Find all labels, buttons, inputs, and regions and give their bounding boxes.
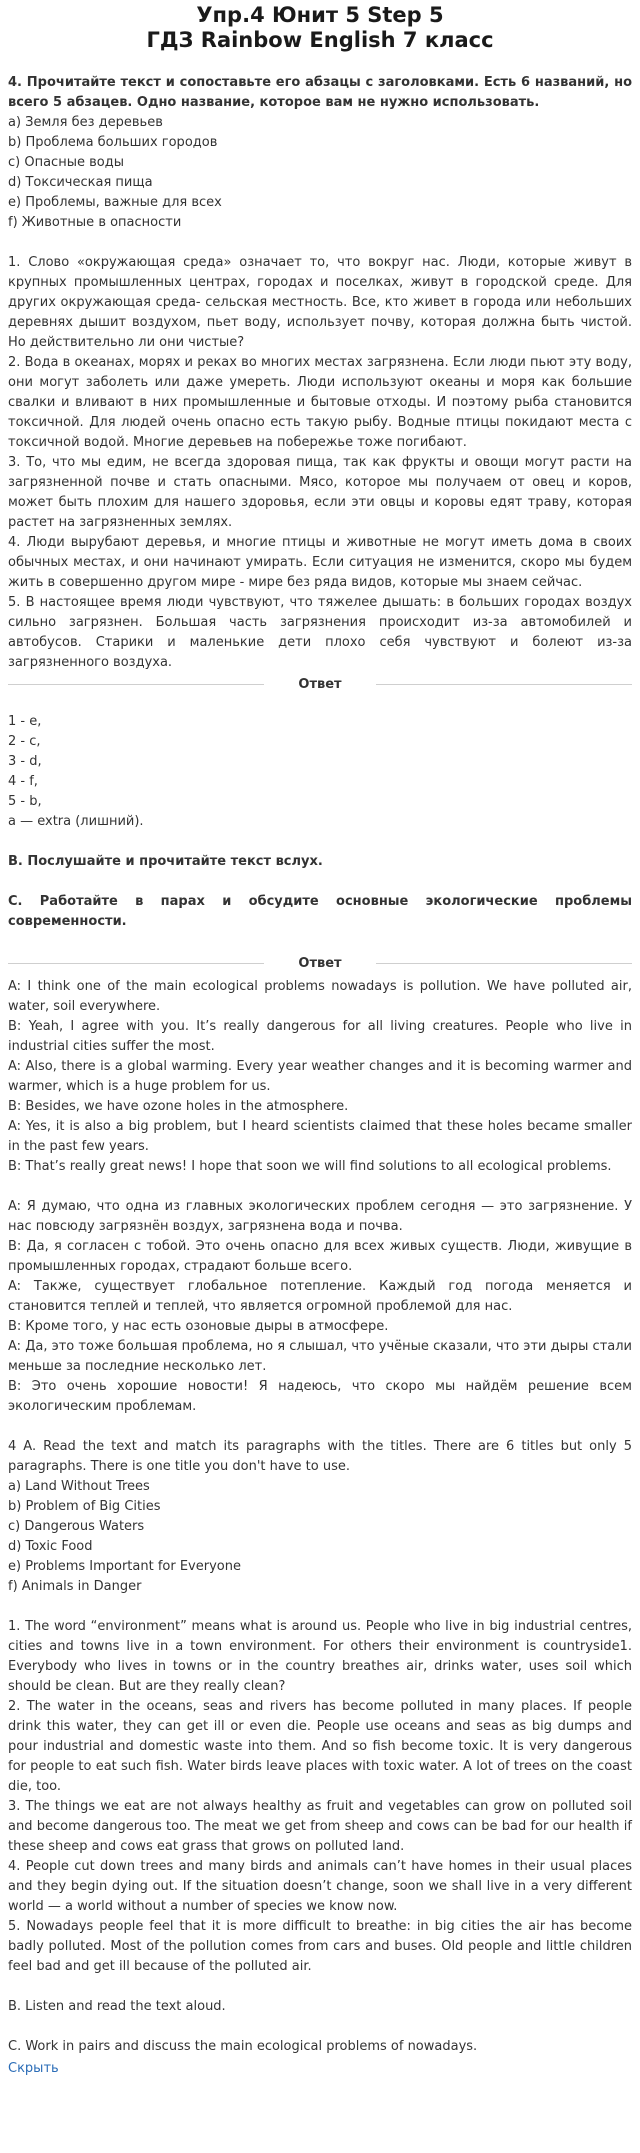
list-item: b) Problem of Big Cities bbox=[8, 1499, 161, 1514]
answer-list bbox=[8, 712, 632, 832]
dialogue-line: B: Да, я согласен с тобой. Это очень опасно для всех живых существ. Люди, живущие в промышленных городах, страдают больше всего. bbox=[8, 1239, 632, 1274]
list-item: f) Animals in Danger bbox=[8, 1579, 142, 1594]
list-item: b) Проблема больших городов bbox=[8, 135, 218, 150]
task-heading-en: 4 A. Read the text and match its paragraphs with the titles. There are 6 titles but only 5 paragraphs. There is one title you don't have to use. bbox=[8, 1439, 632, 1474]
list-item: a — extra (лишний). bbox=[8, 814, 144, 829]
answer-divider bbox=[8, 677, 632, 692]
divider-line bbox=[8, 684, 264, 685]
paragraphs-ru bbox=[8, 253, 632, 673]
dialogue-line: A: Я думаю, что одна из главных экологических проблем сегодня — это загрязнение. У нас повсюду загрязнён воздух, загрязнена вода и почва. bbox=[8, 1199, 632, 1234]
dialogue-line: B: That’s really great news! I hope that soon we will find solutions to all ecological problems. bbox=[8, 1159, 612, 1174]
page-subtitle: ГДЗ Rainbow English 7 класс bbox=[146, 28, 494, 52]
dialogue-line: A: I think one of the main ecological problems nowadays is pollution. We have polluted air, water, soil everywhere. bbox=[8, 979, 632, 1014]
dialogue-line: B: Besides, we have ozone holes in the atmosphere. bbox=[8, 1099, 349, 1114]
paragraph: 5. Nowadays people feel that it is more difficult to breathe: in big cities the air has become badly polluted. Most of the pollution comes from cars and buses. Old people and little children feel bad and get ill because of the polluted air. bbox=[8, 1919, 632, 1974]
paragraph: 2. Вода в океанах, морях и реках во многих местах загрязнена. Если люди пьют эту воду, они могут заболеть или даже умереть. Люди используют океаны и моря как большие свалки и вливают в них промышленные и бытовые отходы. И поэтому рыба становится токсичной. Для людей очень опасно есть такую рыбу. Водные птицы покидают места с токсичной водой. Многие деревьев на побережье тоже погибают. bbox=[8, 355, 632, 450]
list-item: d) Toxic Food bbox=[8, 1539, 93, 1554]
hide-link[interactable]: Скрыть bbox=[8, 2061, 59, 2076]
list-item: f) Животные в опасности bbox=[8, 215, 182, 230]
dialogue-ru bbox=[8, 1197, 632, 1417]
list-item: 3 - d, bbox=[8, 754, 42, 769]
dialogue-line: A: Yes, it is also a big problem, but I heard scientists claimed that these holes became smaller in the past few years. bbox=[8, 1119, 632, 1154]
paragraph: 2. The water in the oceans, seas and rivers has become polluted in many places. If people drink this water, they can get ill or even die. People use oceans and seas as big dumps and pour industrial and domestic waste into them. And so fish become toxic. It is very dangerous for people to eat such fish. Water birds leave places with toxic water. A lot of trees on the coast die, too. bbox=[8, 1699, 632, 1794]
dialogue-line: B: Это очень хорошие новости! Я надеюсь, что скоро мы найдём решение всем экологическим проблемам. bbox=[8, 1379, 632, 1414]
dialogue-en bbox=[8, 977, 632, 1177]
paragraph: 1. The word “environment” means what is around us. People who live in big industrial centres, cities and towns live in a town environment. For others their environment is countryside1. Everybody who lives in towns or in the country breathes air, drinks water, uses soil which should be clean. But are they really clean? bbox=[8, 1619, 632, 1694]
list-item: a) Land Without Trees bbox=[8, 1479, 150, 1494]
task-b-ru: B. Послушайте и прочитайте текст вслух. bbox=[8, 854, 323, 869]
paragraph: 4. People cut down trees and many birds and animals can’t have homes in their usual places and they begin dying out. If the situation doesn’t change, soon we shall live in a very different world — a world without a number of species we know now. bbox=[8, 1859, 632, 1914]
page-title: Упр.4 Юнит 5 Step 5 bbox=[196, 3, 444, 27]
answer-divider bbox=[8, 956, 632, 971]
list-item: c) Dangerous Waters bbox=[8, 1519, 145, 1534]
list-item: 2 - c, bbox=[8, 734, 41, 749]
divider-line bbox=[8, 963, 264, 964]
paragraphs-en bbox=[8, 1617, 632, 1977]
list-item: c) Опасные воды bbox=[8, 155, 124, 170]
dialogue-line: B: Кроме того, у нас есть озоновые дыры в атмосфере. bbox=[8, 1319, 389, 1334]
list-item: e) Problems Important for Everyone bbox=[8, 1559, 241, 1574]
answer-label: Ответ bbox=[298, 677, 342, 692]
paragraph: 1. Слово «окружающая среда» означает то, что вокруг нас. Люди, которые живут в крупных промышленных центрах, городах и поселках, живут в городской среде. Для других окружающая среда- сельская местность. Все, кто живет в города или небольших деревнях дышит воздухом, пьет воду, использует почву, которая должна быть чистой. Но действительно ли они чистые? bbox=[8, 255, 632, 350]
task-c-ru: C. Работайте в парах и обсудите основные экологические проблемы современности. bbox=[8, 894, 632, 929]
list-item: 5 - b, bbox=[8, 794, 42, 809]
task-b-en: B. Listen and read the text aloud. bbox=[8, 1999, 226, 2014]
paragraph: 4. Люди вырубают деревья, и многие птицы и животные не могут иметь дома в своих обычных местах, и они начинают умирать. Если ситуация не изменится, скоро мы будем жить в совершенно другом мире - мире без ряда видов, которые мы знаем сейчас. bbox=[8, 535, 632, 590]
list-item: a) Земля без деревьев bbox=[8, 115, 163, 130]
task-c-en: C. Work in pairs and discuss the main ecological problems of nowadays. bbox=[8, 2039, 478, 2054]
dialogue-line: A: Также, существует глобальное потепление. Каждый год погода меняется и становится теплей и теплей, что является огромной проблемой для нас. bbox=[8, 1279, 632, 1314]
dialogue-line: B: Yeah, I agree with you. It’s really dangerous for all living creatures. People who live in industrial cities suffer the most. bbox=[8, 1019, 632, 1054]
dialogue-line: A: Да, это тоже большая проблема, но я слышал, что учёные сказали, что эти дыры стали меньше за последние несколько лет. bbox=[8, 1339, 632, 1374]
task-heading-ru: 4. Прочитайте текст и сопоставьте его абзацы с заголовками. Есть 6 названий, но всего 5 абзацев. Одно название, которое вам не нужно использовать. bbox=[8, 75, 632, 110]
divider-line bbox=[376, 684, 632, 685]
paragraph: 3. То, что мы едим, не всегда здоровая пища, так как фрукты и овощи могут расти на загрязненной почве и стать опасными. Мясо, которое мы получаем от овец и коров, может быть плохим для нашего здоровья, если эти овцы и коровы едят траву, которая растет на загрязненных землях. bbox=[8, 455, 632, 530]
titles-list-en bbox=[8, 1477, 632, 1597]
titles-list-ru bbox=[8, 113, 632, 233]
answer-label: Ответ bbox=[298, 956, 342, 971]
list-item: d) Токсическая пища bbox=[8, 175, 153, 190]
list-item: e) Проблемы, важные для всех bbox=[8, 195, 222, 210]
dialogue-line: A: Also, there is a global warming. Every year weather changes and it is becoming warmer and warmer, which is a huge problem for us. bbox=[8, 1059, 632, 1094]
paragraph: 3. The things we eat are not always healthy as fruit and vegetables can grow on polluted soil and become dangerous too. The meat we get from sheep and cows can be bad for our health if these sheep and cows eat grass that grows on polluted land. bbox=[8, 1799, 632, 1854]
list-item: 1 - e, bbox=[8, 714, 42, 729]
paragraph: 5. В настоящее время люди чувствуют, что тяжелее дышать: в больших городах воздух сильно загрязнен. Большая часть загрязнения происходит из-за автомобилей и автобусов. Старики и маленькие дети плохо себя чувствуют и болеют из-за загрязненного воздуха. bbox=[8, 595, 632, 670]
divider-line bbox=[376, 963, 632, 964]
list-item: 4 - f, bbox=[8, 774, 38, 789]
